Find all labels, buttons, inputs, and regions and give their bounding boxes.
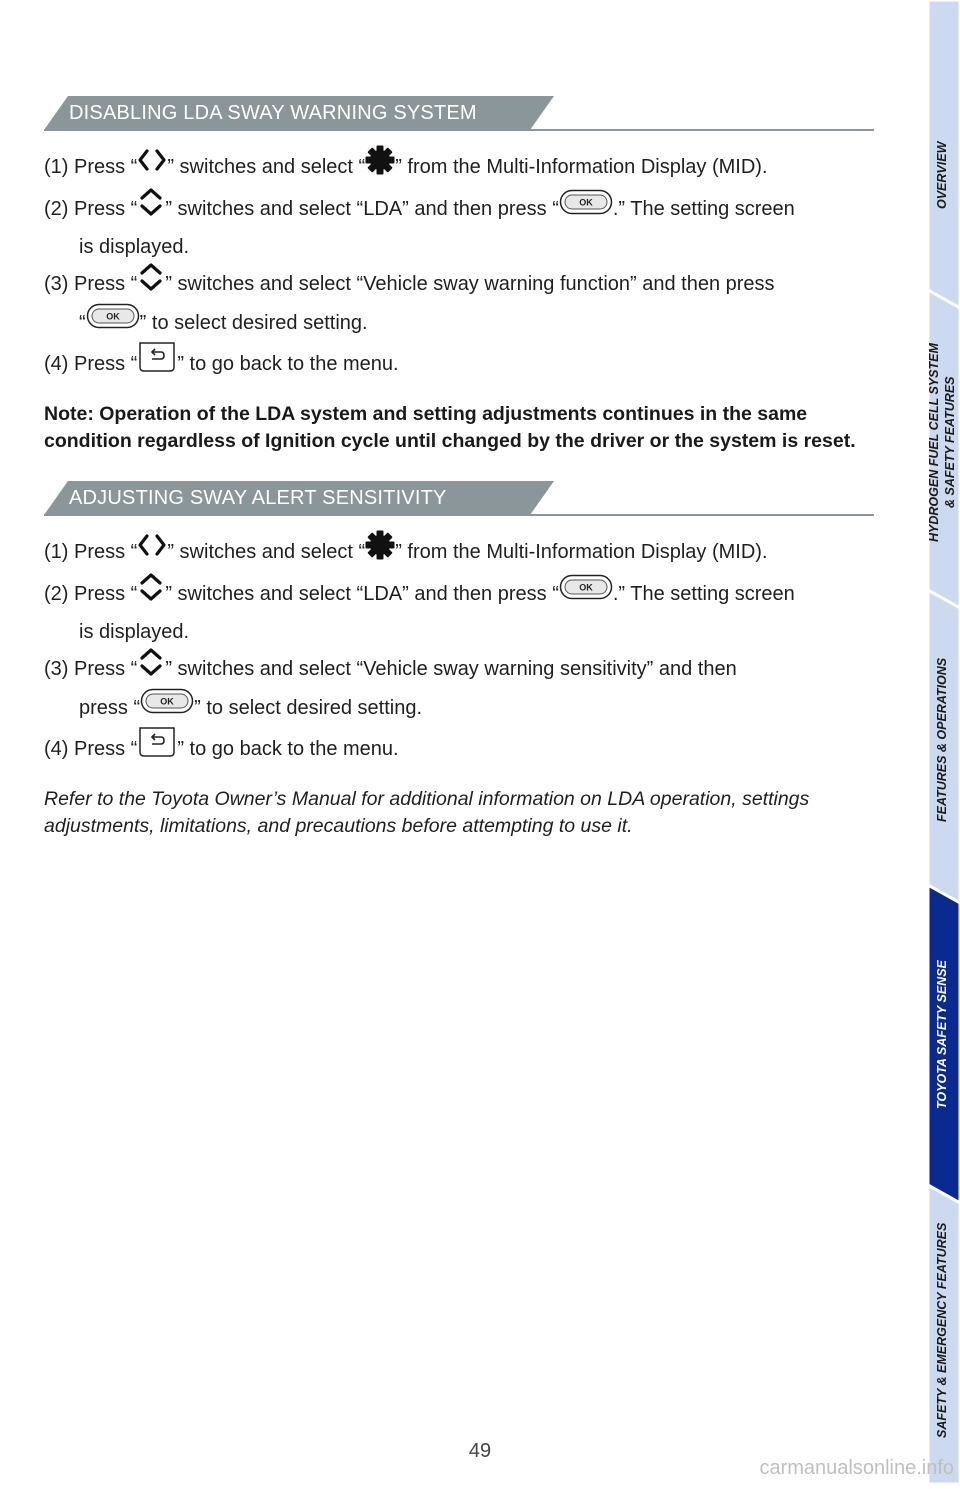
step-2 (44, 574, 874, 615)
section-disabling-sway-warning (44, 96, 874, 455)
step-text: ” switches and select “LDA” and then press “ (165, 197, 559, 220)
steps-list (44, 146, 874, 387)
step-text: ” to go back to the menu. (177, 352, 399, 375)
ok-button-icon (559, 574, 613, 611)
ok-button-icon (86, 303, 140, 340)
step-3-continued (44, 305, 874, 342)
step-text: ” from the Multi-Information Display (MID). (395, 155, 768, 178)
up-down-arrows-icon (137, 647, 165, 688)
left-right-arrows-icon (137, 532, 167, 569)
gear-icon (365, 144, 395, 187)
step-2 (44, 189, 874, 230)
up-down-arrows-icon (137, 187, 165, 228)
step-4 (44, 342, 874, 387)
section-adjusting-sway-sensitivity (44, 481, 874, 840)
step-1 (44, 146, 874, 189)
svg-text:OK: OK (579, 197, 593, 208)
gear-icon (365, 529, 395, 572)
step-text: (2) Press “ (44, 197, 138, 220)
note-text: Note: Operation of the LDA system and setting adjustments continues in the same condition regardless of Ignition cycle until changed by the driver or the system is reset. (44, 403, 856, 452)
step-3 (44, 649, 874, 690)
step-text: (4) Press “ (44, 737, 138, 760)
tab-hydrogen-fuel-cell[interactable]: HYDROGEN FUEL CELL SYSTEM & SAFETY FEATURES (927, 343, 957, 542)
step-2-continued: is displayed. (79, 236, 190, 258)
step-3-continued (44, 690, 874, 727)
step-text: ” switches and select “ (167, 155, 366, 178)
watermark: carmanualsonline.info (759, 1457, 954, 1479)
step-text: ” to select desired setting. (139, 311, 368, 334)
banner-rule (44, 514, 874, 516)
section-banner (44, 96, 874, 132)
section-tabs-sidebar (928, 0, 960, 1484)
svg-text:OK: OK (579, 582, 593, 593)
steps-list (44, 531, 874, 772)
left-right-arrows-icon (137, 147, 167, 184)
ok-button-icon (140, 688, 194, 725)
step-text: (3) Press “ (44, 272, 138, 295)
step-3 (44, 264, 874, 305)
step-text: “ (79, 311, 86, 334)
step-text: ” switches and select “Vehicle sway warning sensitivity” and then (165, 657, 737, 680)
tab-safety-emergency[interactable]: SAFETY & EMERGENCY FEATURES (935, 1222, 949, 1438)
step-text: (1) Press “ (44, 540, 138, 563)
step-text: ” switches and select “Vehicle sway warning function” and then press (165, 272, 775, 295)
banner-rule (44, 129, 874, 131)
step-text: (1) Press “ (44, 155, 138, 178)
up-down-arrows-icon (137, 572, 165, 613)
step-text: .” The setting screen (612, 197, 795, 220)
step-text: ” from the Multi-Information Display (MID). (395, 540, 768, 563)
section-banner (44, 481, 874, 517)
step-2-continued: is displayed. (79, 621, 190, 643)
step-text: ” to go back to the menu. (177, 737, 399, 760)
section-heading: DISABLING LDA SWAY WARNING SYSTEM (69, 102, 477, 124)
back-button-icon (137, 340, 177, 385)
step-text: (2) Press “ (44, 582, 138, 605)
tab-features-operations[interactable]: FEATURES & OPERATIONS (935, 657, 949, 823)
svg-text:OK: OK (160, 696, 174, 707)
tab-toyota-safety-sense[interactable]: TOYOTA SAFETY SENSE (935, 960, 949, 1110)
svg-text:OK: OK (105, 311, 120, 322)
reference-text: Refer to the Toyota Owner’s Manual for additional information on LDA operation, settings adjustments, limitations, and precautions before attempting to use it. (44, 788, 810, 837)
step-text: ” switches and select “LDA” and then press “ (165, 582, 559, 605)
step-text: ” switches and select “ (167, 540, 366, 563)
back-button-icon (137, 725, 177, 770)
page-number: 49 (468, 1440, 492, 1462)
up-down-arrows-icon (137, 262, 165, 303)
section-heading: ADJUSTING SWAY ALERT SENSITIVITY (69, 487, 447, 509)
step-1 (44, 531, 874, 574)
step-4 (44, 727, 874, 772)
step-text: .” The setting screen (612, 582, 795, 605)
step-text: (4) Press “ (44, 352, 138, 375)
step-text: (3) Press “ (44, 657, 138, 680)
ok-button-icon (559, 189, 613, 226)
tab-overview[interactable]: OVERVIEW (935, 141, 949, 209)
step-text: ” to select desired setting. (194, 696, 423, 719)
step-text: press “ (79, 696, 141, 719)
